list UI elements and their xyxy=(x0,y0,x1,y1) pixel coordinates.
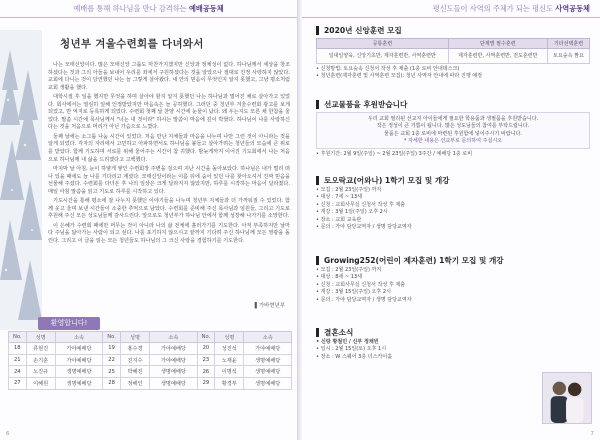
toddler-bullet: • 신청 : 교회사무실 신청서 작성 후 제출 xyxy=(316,202,590,209)
left-header-main: 예배공동체 xyxy=(188,4,224,13)
toddler-bullet: • 개강 : 3월 1일(주일) 오후 2시 xyxy=(316,209,590,216)
welcome-table-cell: 22 xyxy=(103,354,121,366)
toddler-bullet: • 장소 : 교회 교육관 xyxy=(316,217,590,224)
article-paragraph: 나는 모태신앙이다. 많은 모태신앙 그룹도 마찬가지겠지만 신앙과 정체성이 없다. 하나님께서 세상을 창조하셨다는 것과 그의 아들을 보내어 우리를 죄에서 구원하셨다는 것을 알았으나 절대로 진정 사랑하지 않았다. 교회에 다니는 것이 당연했던 나는 늘 그렇게 살아왔다. 내 안의 믿음이 무엇인지 알지 못했고, 그냥 평소처럼 교회 생활을 했다. xyxy=(48,62,290,91)
growing-bullets xyxy=(316,267,590,304)
welcome-table-cell: 생명예배당 xyxy=(150,366,198,378)
welcome-table-row xyxy=(9,343,292,355)
article-title: 청년부 겨울수련회를 다녀와서 xyxy=(60,38,204,50)
welcome-table-cell: 27 xyxy=(9,378,27,390)
sharing-note: * 자세한 내용은 선교부로 문의하여 주십시오 xyxy=(403,137,503,144)
welcome-table-cell: 26 xyxy=(197,366,215,378)
welcome-table-cell: 박혜진 xyxy=(120,366,149,378)
welcome-table-cell: 노진규 xyxy=(26,366,55,378)
welcome-header-cell: No. xyxy=(197,332,215,343)
growing-section xyxy=(316,256,590,304)
left-page-number: 6 xyxy=(6,431,10,437)
sharing-line: 작은 정성이 큰 기쁨이 됩니다. 많은 성도님들의 참여를 부탁드립니다. xyxy=(376,123,530,130)
welcome-table xyxy=(8,331,292,390)
welcome-table-cell: 이혜원 xyxy=(26,378,55,390)
training-cell-common: 일대일양육, 신앙기초반, 제자훈련반, 사역훈련반 xyxy=(317,49,449,64)
training-table xyxy=(316,38,590,64)
welcome-table-cell: 생명예배당 xyxy=(55,378,103,390)
welcome-table-row xyxy=(9,366,292,378)
article-body xyxy=(48,62,290,248)
welcome-header-cell: 소속 xyxy=(55,332,103,343)
growing-bullet: • 개강 : 3월 15일(주일) 오후 2시 xyxy=(316,289,590,296)
growing-bullet: • 모집 : 2월 23일(주일) 까지 xyxy=(316,267,590,274)
training-cell-required: 제자훈련반, 사역훈련반, 전도훈련반 xyxy=(448,49,547,64)
welcome-table-cell: 황경부 xyxy=(215,378,244,390)
training-section xyxy=(316,26,590,81)
growing-title: Growing252(어린이 제자훈련) 1학기 모집 및 개강 xyxy=(316,256,590,265)
welcome-table-cell: 생명예배당 xyxy=(150,378,198,390)
welcome-header-cell: 소속 xyxy=(244,332,292,343)
welcome-table-cell: 생명예배당 xyxy=(244,354,292,366)
welcome-table-cell: 가야예배당 xyxy=(150,343,198,355)
training-header-required: 단계별 필수훈련 xyxy=(448,39,547,49)
welcome-table-cell: 21 xyxy=(9,354,27,366)
wedding-bullet: • 신랑 황철민 / 신부 정채빈 xyxy=(316,339,536,346)
welcome-table-cell: 24 xyxy=(9,366,27,378)
welcome-table-cell: 생명예배당 xyxy=(244,366,292,378)
sharing-bullets xyxy=(316,151,590,158)
article-paragraph: 마지막 날 아침, 눈이 하얗게 쌓인 수련회장 주변을 걸으며 지난 시간을 돌아보았다. 하나님은 내가 멀리 떠나 있을 때에도 늘 나를 기다리고 계셨다. 모태신앙이라는 이름 뒤에 숨어 있던 나를 찾아오셔서 진짜 믿음을 선물해 주셨다. 수련회를 다녀온 후 나의 일상은 크게 달라지지 않았지만, 하루를 시작하는 마음이 달라졌다. 매일 아침 말씀을 읽고 기도로 하루를 시작하고 있다. xyxy=(48,166,290,195)
article-paragraph: 둘째 날에는 소그룹 나눔 시간이 있었다. 처음 만난 지체들과 마음을 나누며 나만 그런 것이 아니라는 것을 알게 되었다. 각자의 자리에서 고민하고 아파하면서도 하나님을 붙들고 살아가려는 청년들의 모습에 큰 위로를 받았다. 함께 기도하며 서로를 위해 울어주는 시간이 참 귀했다. 밤늦게까지 이어진 기도회에서 나는 처음으로 하나님께 내 삶을 드리겠다고 고백했다. xyxy=(48,133,290,163)
winter-trees-illustration xyxy=(0,30,42,330)
welcome-table-cell: 류현진 xyxy=(26,343,55,355)
welcome-table-cell: 20 xyxy=(197,343,215,355)
article-paragraph: 이 은혜가 수련회 때에만 머무는 것이 아니라 나의 삶 전체에 흘러가기를 기도한다. 아직 부족하지만 날마다 주님을 닮아가는 사람이 되고 싶다. 나를 포기하지 않으시고 끝까지 기다려 주신 하나님께 모든 영광을 돌린다. 그리고 이 글을 읽는 모든 청년들도 하나님의 그 크신 사랑을 경험하기를 기도한다. xyxy=(48,222,290,245)
sharing-line: 우리 교회 필리핀 선교지 아이들에게 필요한 학용품과 생필품을 후원받습니다. xyxy=(367,116,539,122)
welcome-table-cell: 23 xyxy=(197,354,215,366)
right-header-sub: 평신도들이 사역의 주체가 되는 평신도 xyxy=(432,4,553,13)
training-bullets xyxy=(316,66,590,81)
toddler-bullet: • 문의 : 가야 담당교역자 / 생명 담당교역자 xyxy=(316,224,590,231)
article-author-name: 가바현년부 xyxy=(258,303,285,309)
welcome-table-cell: 성진석 xyxy=(215,343,244,355)
welcome-table-cell: 가야예배당 xyxy=(150,354,198,366)
wedding-title: 결혼소식 xyxy=(316,328,536,337)
article-paragraph: 대학시절 후 일을 했지만 무엇을 하며 살아야 할지 알지 못했던 나는 하나님과 멀어진 채로 살아가고 있었다. 회사에서는 열심히 일해 인정받았지만 마음속은 늘 공허했다. 그러던 중 청년부 겨울수련회 광고를 보게 되었고, 반 억지로 등록하게 되었다. 수련회 첫째 날 찬양 시간에 눈물이 났다. 왜 우는지도 모른 채 한참을 울었다. 말씀 시간에 목사님께서 "너는 내 것이라" 하시는 말씀이 마음에 깊이 박혔다. 하나님이 나를 사랑하신다는 것을 처음으로 머리가 아닌 가슴으로 느꼈다. xyxy=(48,94,290,131)
left-header xyxy=(0,0,297,18)
toddler-section xyxy=(316,176,590,231)
training-header-common: 공통훈련 xyxy=(317,39,449,49)
welcome-header-cell: 소속 xyxy=(150,332,198,343)
welcome-table-cell: 25 xyxy=(103,366,121,378)
welcome-table-cell: 정해인 xyxy=(120,378,149,390)
welcome-table-cell: 이명석 xyxy=(215,366,244,378)
wedding-bullet: • 장소 : W 스퀘어 3층 더스카이홀 xyxy=(316,354,536,361)
welcome-table-cell: 18 xyxy=(9,343,27,355)
wedding-bullet: • 일시 : 2월 15일(토) 오후 1시 xyxy=(316,346,536,353)
welcome-table-row xyxy=(9,354,292,366)
toddler-bullet: • 대상 : 7세 ~ 13세 xyxy=(316,194,590,201)
welcome-table-cell: 가야예배당 xyxy=(244,343,292,355)
training-bullet: • 청년훈련(제자훈련 및 사역훈련 모집): 청년 사역자 안내에 따라 진행 예정 xyxy=(316,73,590,80)
growing-bullet: • 문의 : 가야 담당교역자 / 생명 담당교역자 xyxy=(316,297,590,304)
wedding-bullets xyxy=(316,339,536,361)
welcome-table-cell: 19 xyxy=(103,343,121,355)
sharing-line: 물품은 교회 1층 로비에 마련된 후원함에 넣어주시기 바랍니다. xyxy=(384,130,522,137)
toddler-bullets xyxy=(316,187,590,231)
welcome-table-cell: 노재윤 xyxy=(215,354,244,366)
training-bullet: • 신청방법: 토요숲속 신청서 작성 후 제출 (1층 로비 안내데스크) xyxy=(316,66,590,73)
sharing-section xyxy=(316,100,590,159)
welcome-table-header-row xyxy=(9,332,292,343)
welcome-table-cell: 홍수경 xyxy=(120,343,149,355)
right-header xyxy=(302,0,600,18)
right-header-main: 사역공동체 xyxy=(555,4,590,13)
welcome-header-cell: No. xyxy=(103,332,121,343)
growing-bullet: • 신청 : 교회사무실 신청서 작성 후 제출 xyxy=(316,282,590,289)
toddler-title: 토오락교(어와나) 1학기 모집 및 개강 xyxy=(316,176,590,185)
sharing-title: 선교물품을 후원받습니다 xyxy=(316,100,590,109)
left-header-sub: 예배를 통해 하나님을 만나 감격하는 xyxy=(73,4,187,13)
training-title: 2020년 신앙훈련 모집 xyxy=(316,26,590,35)
right-page xyxy=(302,0,600,440)
welcome-header-cell: 성명 xyxy=(215,332,244,343)
sharing-bullet: • 후원기간: 2월 9일(주일) ~ 2월 23일(주일) 3주간 / 예배당 1층 로비 xyxy=(316,151,590,158)
welcome-table-row xyxy=(9,378,292,390)
welcome-table-cell: 생명예배당 xyxy=(244,378,292,390)
welcome-header-cell: 성명 xyxy=(120,332,149,343)
article-paragraph: 기도시간을 통해 평소에 잘 나누지 못했던 이야기들을 나누며 청년부 지체들과 더 가까워질 수 있었다. 함께 웃고 울며 보낸 시간들이 소중한 추억으로 남았다. 수련회를 준비해 주신 목사님과 임원들, 그리고 기도로 후원해 주신 모든 성도님들께 감사드린다. 앞으로도 청년부가 하나님 안에서 함께 성장해 나가기를 소망한다. xyxy=(48,198,290,220)
training-header-optional: 기타선택훈련 xyxy=(547,39,589,49)
welcome-header-cell: No. xyxy=(9,332,27,343)
welcome-table-cell: 29 xyxy=(197,378,215,390)
wedding-couple-photo xyxy=(542,372,592,424)
training-cell-optional: 토요숲속 짬요 xyxy=(547,49,589,64)
welcome-table-cell: 손기훈 xyxy=(26,354,55,366)
welcome-header-cell: 성명 xyxy=(26,332,55,343)
welcome-table-cell: 가야예배당 xyxy=(55,343,103,355)
sharing-box xyxy=(316,112,590,149)
welcome-table-cell: 진지수 xyxy=(120,354,149,366)
welcome-table-cell: 28 xyxy=(103,378,121,390)
growing-bullet: • 대상 : 8세 ~ 13세 xyxy=(316,274,590,281)
welcome-table-cell: 가야예배당 xyxy=(55,354,103,366)
right-page-number: 7 xyxy=(590,431,594,437)
toddler-bullet: • 모집 : 2월 23일(주일) 까지 xyxy=(316,187,590,194)
wedding-section xyxy=(316,328,536,361)
left-page xyxy=(0,0,298,440)
welcome-table-cell: 생명예배당 xyxy=(55,366,103,378)
welcome-title: 환영합니다! xyxy=(38,317,100,330)
article-author: ▌가바현년부 xyxy=(254,303,285,309)
